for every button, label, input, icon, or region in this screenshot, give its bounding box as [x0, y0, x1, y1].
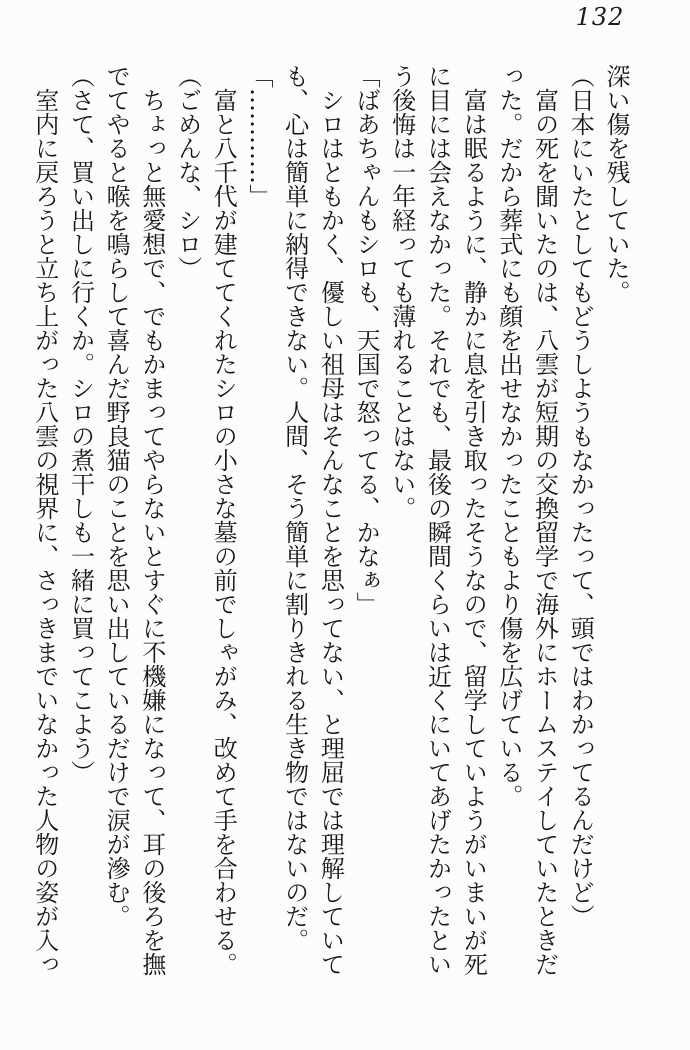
text-body: [25, 64, 633, 978]
paragraph: 室内に戻ろうと立ち上がった八雲の視界に、さっきまでいなかった人物の姿が入っ: [30, 88, 59, 976]
paragraph: シロはともかく、優しい祖母はそんなことを思ってない、と理屈では理解していても、心は簡単に納得できない。人間、そう簡単に割りきれる生き物ではないのだ。: [280, 64, 345, 976]
paragraph: ちょっと無愛想で、でもかまってやらないとすぐに不機嫌になって、耳の後ろを撫でてやると喉を鳴らして喜んだ野良猫のことを思い出しているだけで涙が滲む。: [102, 64, 166, 976]
paragraph: （日本にいたとしてもどうしようもなかったって、頭ではわかってるんだけど）: [566, 64, 595, 928]
paragraph: 深い傷を残していた。: [602, 64, 630, 304]
paragraph: 富の死を聞いたのは、八雲が短期の交換留学で海外にホームステイしていたときだった。だから葬式にも顔を出せなかったこともより傷を広げている。: [494, 64, 559, 976]
paragraph: （ごめんな、シロ）: [173, 64, 202, 280]
paragraph: （さて、買い出しに行くか。シロの煮干しも一緒に買ってこよう）: [66, 64, 95, 784]
paragraph: 富は眠るように、静かに息を引き取ったそうなので、留学していようがいまいが死に目には会えなかった。それでも、最後の瞬間くらいは近くにいてあげたかったという後悔は一年経っても薄れることはない。: [387, 64, 488, 976]
paragraph: 富と八千代が建ててくれたシロの小さな墓の前でしゃがみ、改めて手を合わせる。: [209, 88, 238, 976]
paragraph: 「…………」: [244, 64, 273, 208]
page-number: 132: [575, 3, 625, 31]
paragraph: 「ばあちゃんもシロも、天国で怒ってる、かなぁ」: [352, 64, 381, 616]
